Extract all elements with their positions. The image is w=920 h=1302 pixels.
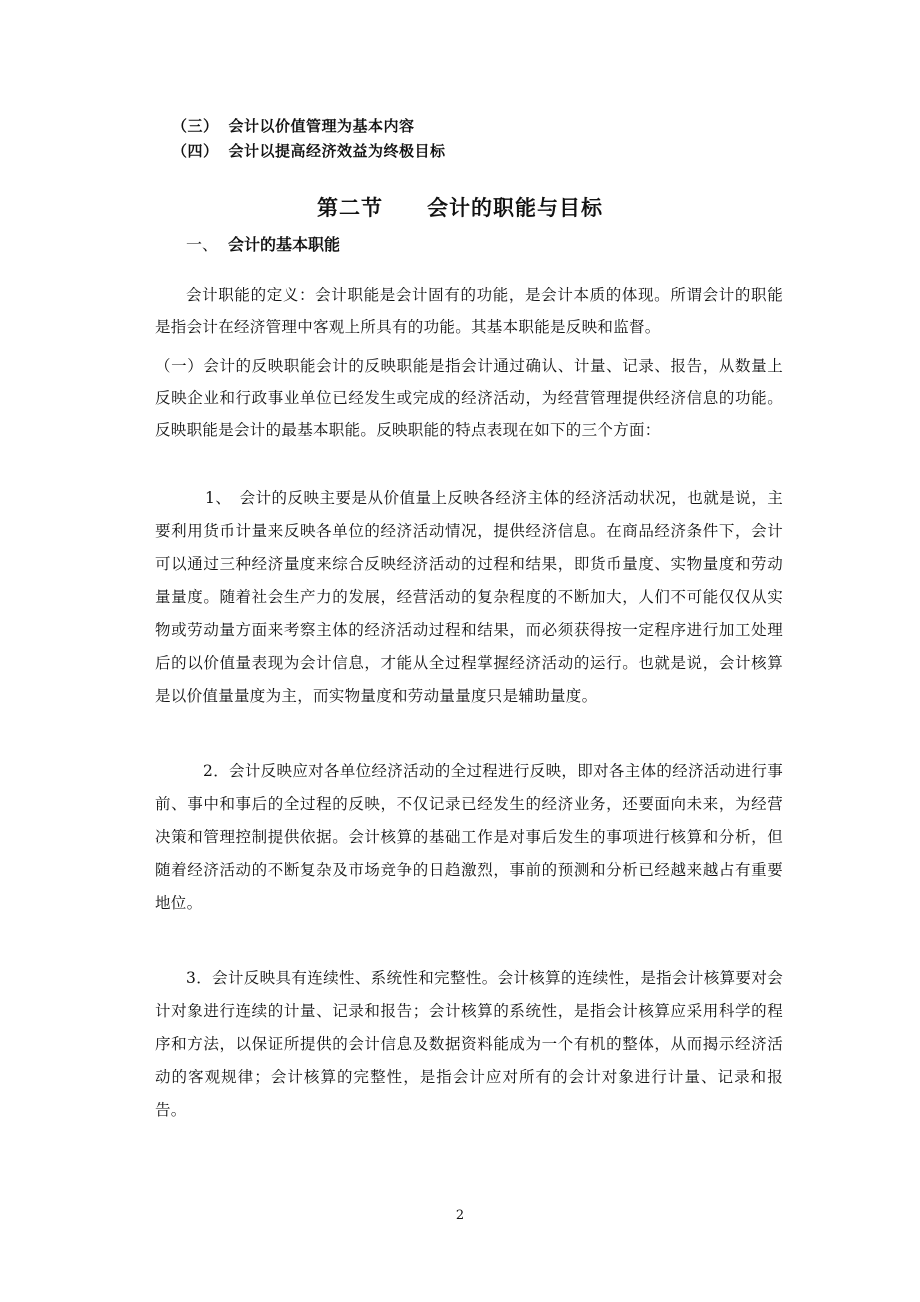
- section-title: [0, 192, 920, 222]
- subsection-title: 会计的基本职能: [228, 235, 341, 254]
- page-number: 2: [455, 1208, 465, 1223]
- section-number: 第二节: [317, 196, 383, 220]
- list-item-text: 会计以价值管理为基本内容: [228, 117, 415, 135]
- subsection-heading: [186, 232, 340, 255]
- paragraph-reflection: （一）会计的反映职能会计的反映职能是指会计通过确认、计量、记录、报告，从数量上反映企业和行政事业单位已经发生或完成的经济活动，为经营管理提供经济信息的功能。反映职能是会计的最基本职能。反映职能的特点表现在如下的三个方面：: [155, 357, 783, 439]
- paragraph-definition: 会计职能的定义：会计职能是会计固有的功能，是会计本质的体现。所谓会计的职能是指会计在经济管理中客观上所具有的功能。其基本职能是反映和监督。: [155, 286, 783, 336]
- subsection-number: 一、: [186, 235, 219, 254]
- section-heading: 会计的职能与目标: [427, 196, 603, 220]
- list-item-three: [172, 115, 415, 136]
- list-item-four: [172, 140, 446, 161]
- list-item-text: 会计以提高经济效益为终极目标: [228, 142, 446, 160]
- list-item-number: （四）: [172, 142, 219, 160]
- paragraph-point-1: 1、 会计的反映主要是从价值量上反映各经济主体的经济活动状况，也就是说，主要利用货币计量来反映各单位的经济活动情况，提供经济信息。在商品经济条件下，会计可以通过三种经济量度来综合反映经济活动的过程和结果，即货币量度、实物量度和劳动量量度。随着社会生产力的发展，经营活动的复杂程度的不断加大，人们不可能仅仅从实物或劳动量方面来考察主体的经济活动过程和结果，而必须获得按一定程序进行加工处理后的以价值量表现为会计信息，才能从全过程掌握经济活动的运行。也就是说，会计核算是以价值量量度为主，而实物量度和劳动量量度只是辅助量度。: [155, 489, 783, 705]
- list-item-number: （三）: [172, 117, 219, 135]
- paragraph-point-3: 3．会计反映具有连续性、系统性和完整性。会计核算的连续性，是指会计核算要对会计对象进行连续的计量、记录和报告；会计核算的系统性，是指会计核算应采用科学的程序和方法，以保证所提供的会计信息及数据资料能成为一个有机的整体，从而揭示经济活动的客观规律；会计核算的完整性，是指会计应对所有的会计对象进行计量、记录和报告。: [155, 969, 783, 1119]
- paragraph-point-2: 2．会计反映应对各单位经济活动的全过程进行反映，即对各主体的经济活动进行事前、事中和事后的全过程的反映，不仅记录已经发生的经济业务，还要面向未来，为经营决策和管理控制提供依据。会计核算的基础工作是对事后发生的事项进行核算和分析，但随着经济活动的不断复杂及市场竞争的日趋激烈，事前的预测和分析已经越来越占有重要地位。: [155, 762, 783, 912]
